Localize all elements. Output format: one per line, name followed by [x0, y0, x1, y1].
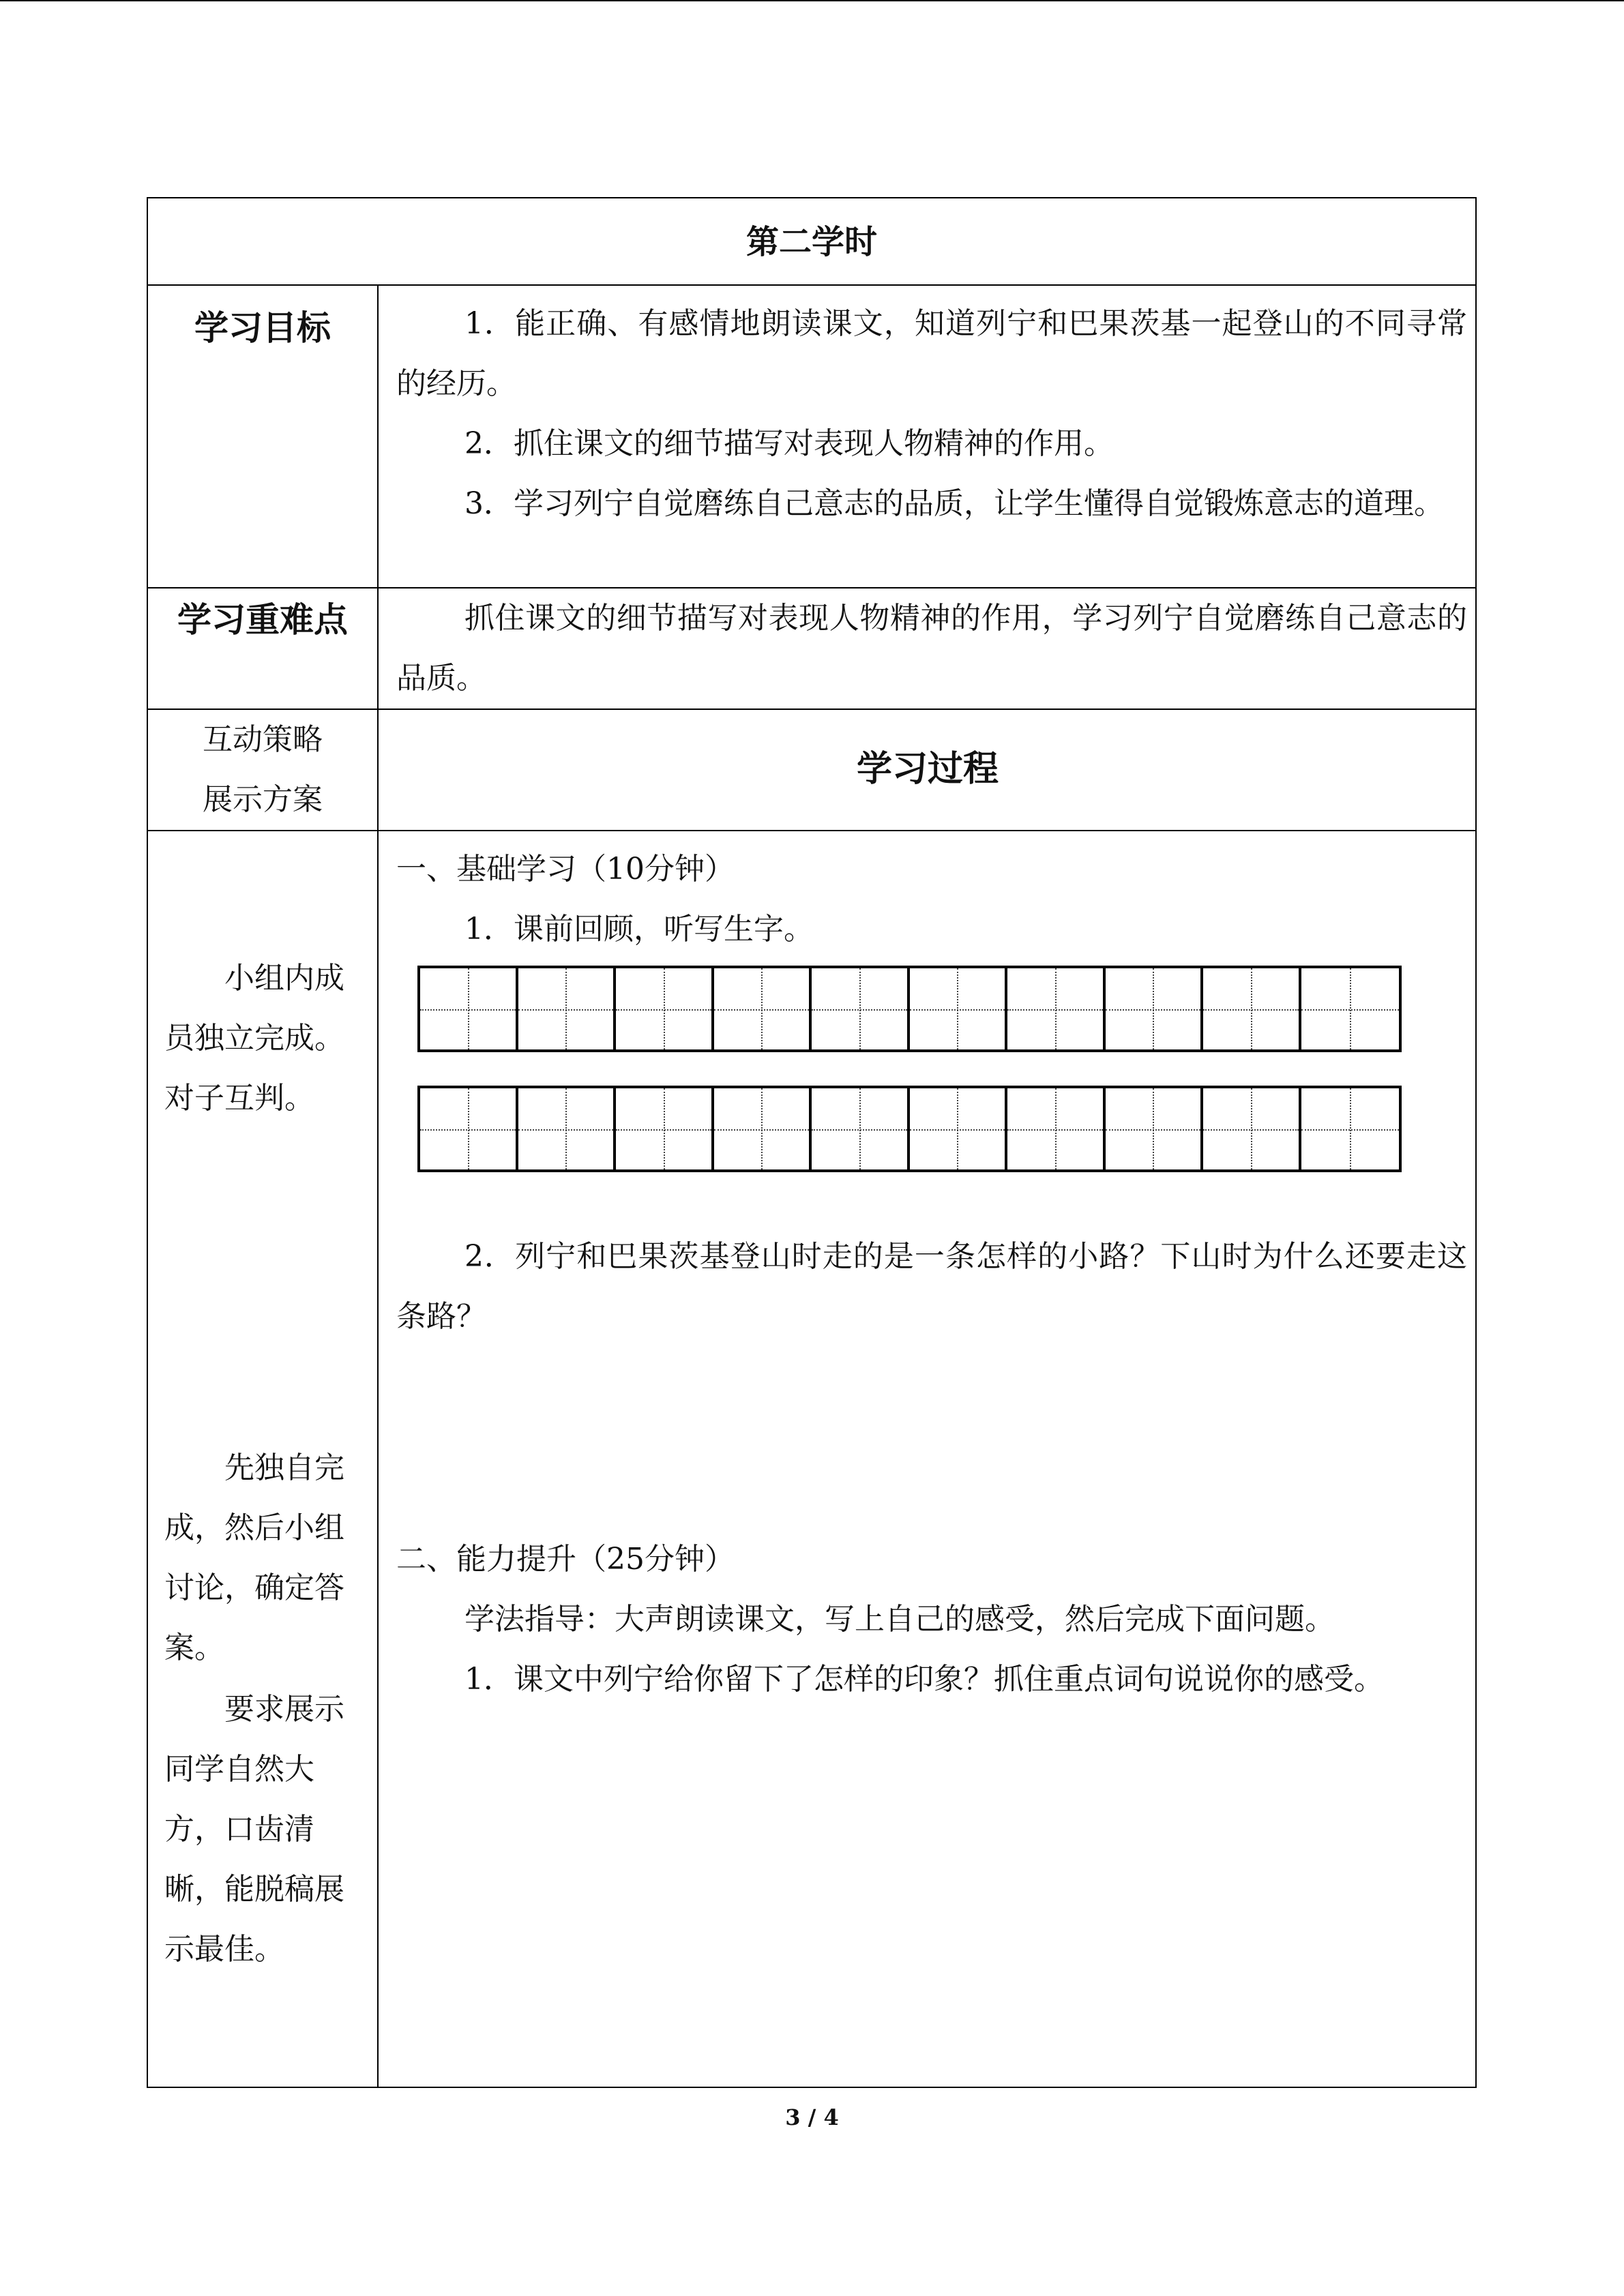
writing-box[interactable] — [1301, 1088, 1400, 1169]
goals-label: 学习目标 — [194, 308, 331, 348]
writing-box[interactable] — [812, 1088, 910, 1169]
writing-box[interactable] — [518, 968, 617, 1049]
dictation-grid-row-2 — [417, 1086, 1402, 1172]
section2-heading: 二、能力提升（25分钟） — [396, 1542, 735, 1577]
process-header: 学习过程 — [856, 749, 999, 790]
writing-box[interactable] — [1203, 1088, 1301, 1169]
section1-heading: 一、基础学习（10分钟） — [396, 852, 735, 886]
writing-box[interactable] — [1007, 968, 1106, 1049]
key-points-text: 抓住课文的细节描写对表现人物精神的作用，学习列宁自觉磨练自己意志的品质。 — [396, 601, 1467, 696]
goal-item-3: 3．学习列宁自觉磨练自己意志的品质，让学生懂得自觉锻炼意志的道理。 — [464, 486, 1444, 521]
writing-box[interactable] — [616, 968, 714, 1049]
writing-box[interactable] — [1301, 968, 1400, 1049]
goal-item-1: 1．能正确、有感情地朗读课文，知道列宁和巴果茨基一起登山的不同寻常的经历。 — [396, 306, 1467, 401]
page-number: 3 / 4 — [785, 2104, 839, 2130]
strategy-header-line2: 展示方案 — [203, 782, 323, 817]
writing-box[interactable] — [1203, 968, 1301, 1049]
section1-q1: 1．课前回顾，听写生字。 — [464, 912, 814, 946]
key-points-label: 学习重难点 — [177, 600, 348, 640]
goal-item-2: 2．抓住课文的细节描写对表现人物精神的作用。 — [464, 426, 1114, 461]
writing-box[interactable] — [910, 968, 1008, 1049]
column-divider — [377, 284, 379, 2088]
strategy-note-3: 要求展示同学自然大方，口齿清晰，能脱稿展示最佳。 — [164, 1692, 344, 1967]
strategy-note-2: 先独自完成，然后小组讨论，确定答案。 — [164, 1450, 344, 1665]
row-divider — [148, 830, 1475, 831]
writing-box[interactable] — [420, 968, 518, 1049]
section2-guide: 学法指导：大声朗读课文，写上自己的感受，然后完成下面问题。 — [464, 1602, 1335, 1637]
writing-box[interactable] — [1106, 968, 1204, 1049]
dictation-grid-row-1 — [417, 966, 1402, 1052]
writing-box[interactable] — [910, 1088, 1008, 1169]
writing-box[interactable] — [518, 1088, 617, 1169]
writing-box[interactable] — [616, 1088, 714, 1169]
writing-box[interactable] — [714, 968, 812, 1049]
page-title: 第二学时 — [745, 223, 877, 261]
writing-box[interactable] — [1106, 1088, 1204, 1169]
writing-box[interactable] — [420, 1088, 518, 1169]
strategy-header-line1: 互动策略 — [203, 722, 323, 757]
writing-box[interactable] — [1007, 1088, 1106, 1169]
top-border-line — [0, 0, 1624, 1]
section2-q1: 1．课文中列宁给你留下了怎样的印象？抓住重点词句说说你的感受。 — [464, 1662, 1384, 1697]
section1-q2: 2．列宁和巴果茨基登山时走的是一条怎样的小路？下山时为什么还要走这条路？ — [396, 1239, 1467, 1334]
writing-box[interactable] — [812, 968, 910, 1049]
writing-box[interactable] — [714, 1088, 812, 1169]
strategy-note-1: 小组内成员独立完成。对子互判。 — [164, 961, 344, 1116]
lesson-table — [147, 197, 1477, 2088]
